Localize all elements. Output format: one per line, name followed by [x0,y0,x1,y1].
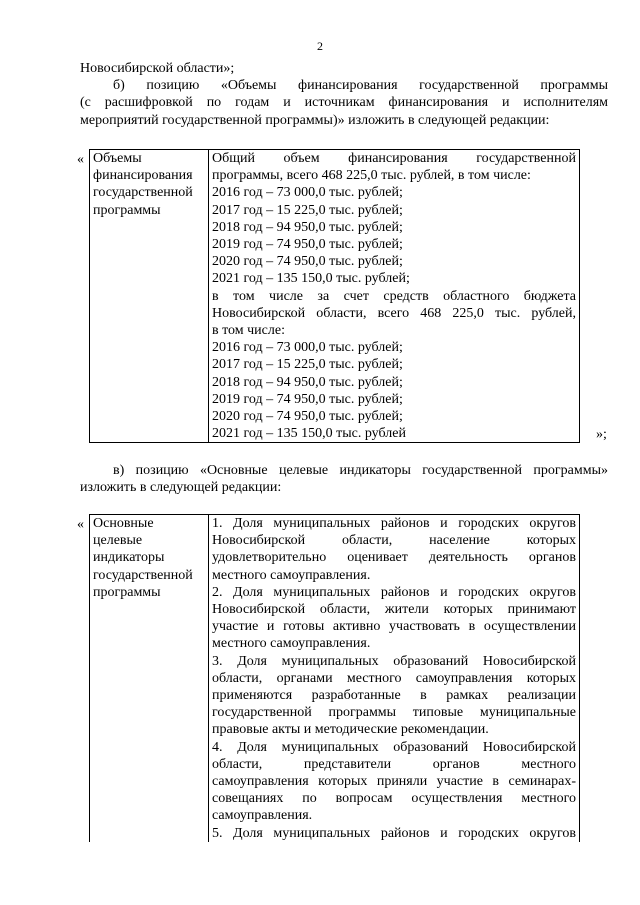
financing-table [89,149,580,443]
paragraph-v [80,462,608,496]
cell-line: 2019 год – 74 950,0 тыс. рублей; [212,237,403,253]
cell-line: индикаторы [93,550,165,566]
cell-line: Новосибирской области, население которых [212,533,576,549]
text-line: (с расшифровкой по годам и источникам финансирования и исполнителям [80,95,608,111]
cell-line: программы, всего 468 225,0 тыс. рублей, в том числе: [212,168,531,184]
cell-line: местного самоуправления. [212,636,371,652]
table-row [90,515,580,842]
cell-line: программы [93,584,161,600]
cell-line: 2016 год – 73 000,0 тыс. рублей; [212,340,403,356]
text-line: Новосибирской области»; [80,61,235,76]
open-quote: « [77,517,84,532]
cell-line: совещаниях по вопросам осуществления местного [212,791,576,807]
cell-line: Общий объем финансирования государственной [212,151,576,166]
cell-line: 2016 год – 73 000,0 тыс. рублей; [212,185,403,201]
cell-line: области, представители органов местного [212,756,576,772]
cell-line: программы [93,202,161,218]
cell-line: 1. Доля муниципальных районов и городских округов [212,516,576,531]
cell-line: в том числе: [212,323,285,339]
cell-line: удовлетворительно оценивает деятельность органов [212,550,576,566]
text-line: мероприятий государственной программы)» изложить в следующей редакции: [80,112,550,128]
cell-line: 4. Доля муниципальных образований Новосибирской [212,739,576,755]
cell-line: государственной [93,185,193,201]
table-row [90,150,580,443]
cell-line: государственной [93,567,193,583]
cell-line: 2020 год – 74 950,0 тыс. рублей; [212,254,403,270]
cell-line: 2020 год – 74 950,0 тыс. рублей; [212,409,403,425]
cell-line: 2017 год – 15 225,0 тыс. рублей; [212,202,403,218]
cell-line: государственной программы типовые муниципальные [212,705,576,721]
cell-line: применяются разработанные в рамках реализации [212,688,576,704]
close-quote: »; [596,427,607,442]
cell-line: местного самоуправления. [212,567,371,583]
cell-line: самоуправления которых приняли участие в семинарах- [212,774,576,790]
cell-line: 2. Доля муниципальных районов и городских округов [212,584,576,600]
cell-line: 2018 год – 94 950,0 тыс. рублей; [212,219,403,235]
indicators-table [89,514,580,842]
value-cell [209,150,580,443]
cell-line: самоуправления. [212,808,313,824]
label-cell [90,515,209,842]
value-cell [209,515,580,842]
cell-line: Новосибирской области, жители которых принимают [212,602,576,618]
text-line: изложить в следующей редакции: [80,480,282,496]
cell-line: 2018 год – 94 950,0 тыс. рублей; [212,374,403,390]
text-line: б) позицию «Объемы финансирования государственной программы [113,78,608,94]
cell-line: 2019 год – 74 950,0 тыс. рублей; [212,391,403,407]
intro-paragraph [80,60,608,129]
cell-line: 2021 год – 135 150,0 тыс. рублей [212,426,406,442]
cell-line: 2021 год – 135 150,0 тыс. рублей; [212,271,410,287]
page-number: 2 [317,39,323,53]
cell-line: 5. Доля муниципальных районов и городских округов [212,825,576,841]
label-cell [90,150,209,443]
cell-line: целевые [93,533,143,549]
cell-line: 3. Доля муниципальных образований Новосибирской [212,653,576,669]
cell-line: в том числе за счет средств областного бюджета [212,288,576,304]
cell-line: финансирования [93,168,193,184]
cell-line: Объемы [93,151,142,166]
cell-line: Новосибирской области, всего 468 225,0 тыс. рублей, [212,305,576,321]
cell-line: Основные [93,516,154,531]
text-line: в) позицию «Основные целевые индикаторы государственной программы» [113,463,608,478]
cell-line: участие и готовы активно участвовать в осуществлении [212,619,576,635]
cell-line: правовые акты и методические рекомендации. [212,722,489,738]
cell-line: области, органами местного самоуправления которых [212,670,576,686]
open-quote: « [77,152,84,167]
cell-line: 2017 год – 15 225,0 тыс. рублей; [212,357,403,373]
